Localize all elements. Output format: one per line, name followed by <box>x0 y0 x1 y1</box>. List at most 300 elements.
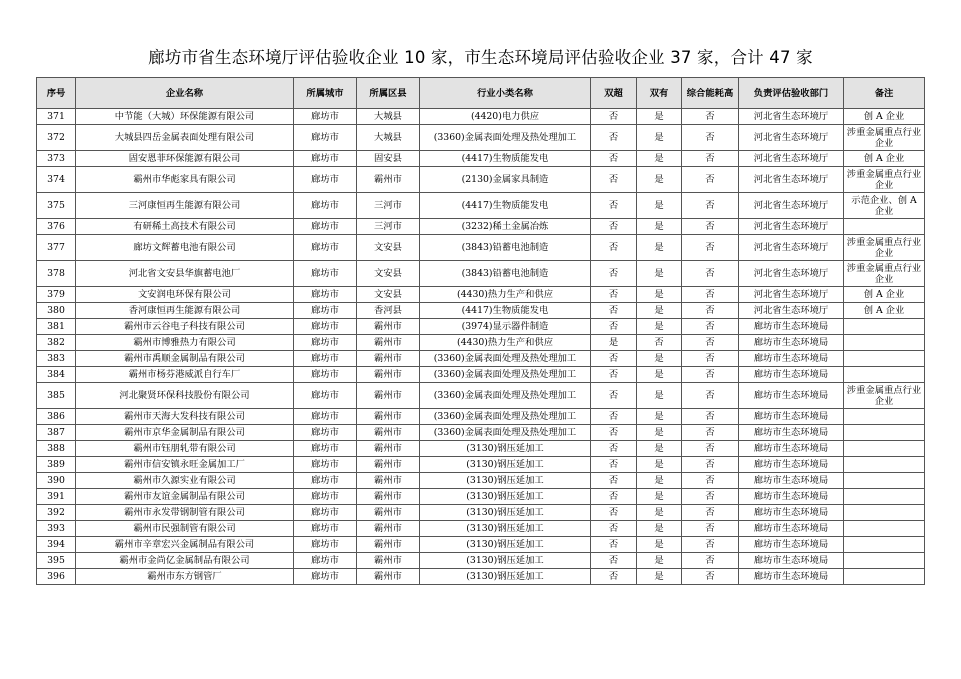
row-note <box>844 505 925 521</box>
row-no: 390 <box>37 473 76 489</box>
enterprise-table <box>36 77 925 585</box>
row-dept: 廊坊市生态环境局 <box>739 473 844 489</box>
row-note <box>844 569 925 585</box>
row-dept: 廊坊市生态环境局 <box>739 569 844 585</box>
row-industry: (3360)金属表面处理及热处理加工 <box>420 351 591 367</box>
row-shuangyou: 是 <box>637 457 682 473</box>
row-name: 霸州市天海大发科技有限公司 <box>76 409 294 425</box>
row-no: 392 <box>37 505 76 521</box>
row-dept: 河北省生态环境厅 <box>739 125 844 151</box>
row-name: 有研稀土高技术有限公司 <box>76 219 294 235</box>
row-no: 391 <box>37 489 76 505</box>
row-shuangyou: 是 <box>637 235 682 261</box>
row-industry: (3360)金属表面处理及热处理加工 <box>420 383 591 409</box>
row-industry: (4430)热力生产和供应 <box>420 287 591 303</box>
table-row <box>37 489 925 505</box>
row-no: 396 <box>37 569 76 585</box>
row-note <box>844 351 925 367</box>
row-no: 374 <box>37 167 76 193</box>
row-industry: (3843)铅蓄电池制造 <box>420 235 591 261</box>
row-note: 创 A 企业 <box>844 109 925 125</box>
row-shuangchao: 是 <box>591 335 637 351</box>
row-shuangchao: 否 <box>591 383 637 409</box>
table-row <box>37 303 925 319</box>
row-county: 霸州市 <box>357 441 420 457</box>
row-no: 394 <box>37 537 76 553</box>
row-shuangyou: 是 <box>637 151 682 167</box>
table-row <box>37 569 925 585</box>
row-county: 霸州市 <box>357 383 420 409</box>
row-name: 三河康恒再生能源有限公司 <box>76 193 294 219</box>
row-shuangyou: 是 <box>637 473 682 489</box>
row-industry: (3360)金属表面处理及热处理加工 <box>420 425 591 441</box>
row-city: 廊坊市 <box>294 489 357 505</box>
row-county: 大城县 <box>357 125 420 151</box>
table-row <box>37 409 925 425</box>
header-note: 备注 <box>844 78 925 109</box>
row-no: 381 <box>37 319 76 335</box>
row-note <box>844 219 925 235</box>
row-note <box>844 409 925 425</box>
row-no: 383 <box>37 351 76 367</box>
table-row <box>37 473 925 489</box>
row-city: 廊坊市 <box>294 473 357 489</box>
table-row <box>37 457 925 473</box>
row-county: 霸州市 <box>357 537 420 553</box>
row-note <box>844 489 925 505</box>
row-note: 创 A 企业 <box>844 151 925 167</box>
row-industry: (3130)钢压延加工 <box>420 537 591 553</box>
row-energy: 否 <box>682 335 739 351</box>
row-dept: 河北省生态环境厅 <box>739 303 844 319</box>
row-shuangyou: 是 <box>637 261 682 287</box>
row-dept: 廊坊市生态环境局 <box>739 489 844 505</box>
row-shuangyou: 是 <box>637 167 682 193</box>
row-city: 廊坊市 <box>294 303 357 319</box>
row-shuangchao: 否 <box>591 303 637 319</box>
row-note <box>844 473 925 489</box>
row-name: 霸州市钰朋轧带有限公司 <box>76 441 294 457</box>
row-name: 霸州市杨芬港威派自行车厂 <box>76 367 294 383</box>
row-name: 河北省文安县华旗蓄电池厂 <box>76 261 294 287</box>
row-city: 廊坊市 <box>294 125 357 151</box>
row-county: 霸州市 <box>357 167 420 193</box>
row-name: 霸州市久源实业有限公司 <box>76 473 294 489</box>
row-shuangyou: 是 <box>637 125 682 151</box>
row-industry: (3130)钢压延加工 <box>420 457 591 473</box>
row-no: 371 <box>37 109 76 125</box>
row-dept: 廊坊市生态环境局 <box>739 409 844 425</box>
row-note <box>844 553 925 569</box>
row-dept: 廊坊市生态环境局 <box>739 505 844 521</box>
row-note: 涉重金属重点行业企业 <box>844 383 925 409</box>
row-no: 385 <box>37 383 76 409</box>
row-county: 固安县 <box>357 151 420 167</box>
row-dept: 廊坊市生态环境局 <box>739 383 844 409</box>
row-name: 固安恩菲环保能源有限公司 <box>76 151 294 167</box>
row-city: 廊坊市 <box>294 193 357 219</box>
row-note: 涉重金属重点行业企业 <box>844 235 925 261</box>
row-industry: (4430)热力生产和供应 <box>420 335 591 351</box>
row-name: 霸州市东方钢管厂 <box>76 569 294 585</box>
row-industry: (2130)金属家具制造 <box>420 167 591 193</box>
row-county: 霸州市 <box>357 521 420 537</box>
row-energy: 否 <box>682 351 739 367</box>
row-shuangchao: 否 <box>591 235 637 261</box>
table-row <box>37 287 925 303</box>
row-name: 霸州市永发带钢制管有限公司 <box>76 505 294 521</box>
table-row <box>37 219 925 235</box>
row-industry: (3974)显示器件制造 <box>420 319 591 335</box>
row-shuangchao: 否 <box>591 441 637 457</box>
row-shuangchao: 否 <box>591 319 637 335</box>
row-city: 廊坊市 <box>294 261 357 287</box>
row-note <box>844 367 925 383</box>
row-dept: 河北省生态环境厅 <box>739 287 844 303</box>
row-energy: 否 <box>682 219 739 235</box>
row-energy: 否 <box>682 125 739 151</box>
row-shuangyou: 是 <box>637 319 682 335</box>
row-shuangchao: 否 <box>591 219 637 235</box>
row-industry: (4417)生物质能发电 <box>420 193 591 219</box>
row-shuangyou: 是 <box>637 287 682 303</box>
row-dept: 河北省生态环境厅 <box>739 235 844 261</box>
row-note: 涉重金属重点行业企业 <box>844 261 925 287</box>
row-no: 376 <box>37 219 76 235</box>
row-industry: (4420)电力供应 <box>420 109 591 125</box>
table-row <box>37 537 925 553</box>
header-dept: 负责评估验收部门 <box>739 78 844 109</box>
row-shuangchao: 否 <box>591 569 637 585</box>
row-no: 387 <box>37 425 76 441</box>
table-row <box>37 319 925 335</box>
row-dept: 廊坊市生态环境局 <box>739 521 844 537</box>
row-no: 375 <box>37 193 76 219</box>
row-shuangchao: 否 <box>591 489 637 505</box>
row-dept: 廊坊市生态环境局 <box>739 457 844 473</box>
row-note <box>844 425 925 441</box>
row-note: 涉重金属重点行业企业 <box>844 125 925 151</box>
row-county: 三河市 <box>357 193 420 219</box>
row-city: 廊坊市 <box>294 351 357 367</box>
row-dept: 廊坊市生态环境局 <box>739 553 844 569</box>
row-name: 霸州市信安镇永旺金属加工厂 <box>76 457 294 473</box>
row-name: 中节能（大城）环保能源有限公司 <box>76 109 294 125</box>
row-energy: 否 <box>682 489 739 505</box>
table-body <box>37 109 925 585</box>
row-energy: 否 <box>682 521 739 537</box>
row-city: 廊坊市 <box>294 367 357 383</box>
row-city: 廊坊市 <box>294 287 357 303</box>
row-note <box>844 537 925 553</box>
row-city: 廊坊市 <box>294 219 357 235</box>
row-industry: (4417)生物质能发电 <box>420 151 591 167</box>
table-row <box>37 151 925 167</box>
row-energy: 否 <box>682 425 739 441</box>
row-shuangchao: 否 <box>591 151 637 167</box>
table-row <box>37 383 925 409</box>
header-city: 所属城市 <box>294 78 357 109</box>
row-county: 霸州市 <box>357 553 420 569</box>
row-shuangyou: 是 <box>637 303 682 319</box>
row-dept: 河北省生态环境厅 <box>739 193 844 219</box>
row-industry: (3130)钢压延加工 <box>420 441 591 457</box>
row-shuangyou: 是 <box>637 569 682 585</box>
row-shuangchao: 否 <box>591 537 637 553</box>
row-shuangchao: 否 <box>591 521 637 537</box>
row-name: 霸州市博雅热力有限公司 <box>76 335 294 351</box>
table-row <box>37 351 925 367</box>
table-header-row <box>37 78 925 109</box>
header-shuangchao: 双超 <box>591 78 637 109</box>
row-county: 霸州市 <box>357 367 420 383</box>
row-name: 大城县四岳金属表面处理有限公司 <box>76 125 294 151</box>
row-note: 示范企业、创 A 企业 <box>844 193 925 219</box>
row-no: 384 <box>37 367 76 383</box>
row-name: 霸州市云谷电子科技有限公司 <box>76 319 294 335</box>
row-name: 霸州市华彪家具有限公司 <box>76 167 294 193</box>
row-note: 涉重金属重点行业企业 <box>844 167 925 193</box>
row-shuangchao: 否 <box>591 261 637 287</box>
row-shuangyou: 是 <box>637 219 682 235</box>
row-energy: 否 <box>682 537 739 553</box>
row-energy: 否 <box>682 235 739 261</box>
row-county: 霸州市 <box>357 335 420 351</box>
row-industry: (3130)钢压延加工 <box>420 473 591 489</box>
row-name: 霸州市民强制管有限公司 <box>76 521 294 537</box>
row-no: 382 <box>37 335 76 351</box>
row-dept: 廊坊市生态环境局 <box>739 335 844 351</box>
row-city: 廊坊市 <box>294 441 357 457</box>
header-name: 企业名称 <box>76 78 294 109</box>
table-row <box>37 261 925 287</box>
table-row <box>37 367 925 383</box>
row-dept: 河北省生态环境厅 <box>739 261 844 287</box>
table-row <box>37 553 925 569</box>
row-industry: (3360)金属表面处理及热处理加工 <box>420 125 591 151</box>
row-county: 霸州市 <box>357 473 420 489</box>
row-industry: (3360)金属表面处理及热处理加工 <box>420 409 591 425</box>
row-shuangyou: 是 <box>637 521 682 537</box>
row-energy: 否 <box>682 287 739 303</box>
row-no: 373 <box>37 151 76 167</box>
row-city: 廊坊市 <box>294 109 357 125</box>
row-energy: 否 <box>682 109 739 125</box>
row-energy: 否 <box>682 553 739 569</box>
header-industry: 行业小类名称 <box>420 78 591 109</box>
row-city: 廊坊市 <box>294 505 357 521</box>
row-name: 文安润电环保有限公司 <box>76 287 294 303</box>
row-county: 文安县 <box>357 261 420 287</box>
row-shuangchao: 否 <box>591 505 637 521</box>
row-no: 372 <box>37 125 76 151</box>
row-shuangyou: 是 <box>637 425 682 441</box>
row-energy: 否 <box>682 473 739 489</box>
row-shuangyou: 是 <box>637 109 682 125</box>
row-name: 河北聚贤环保科技股份有限公司 <box>76 383 294 409</box>
row-county: 三河市 <box>357 219 420 235</box>
row-name: 霸州市禹顺金属制品有限公司 <box>76 351 294 367</box>
row-dept: 廊坊市生态环境局 <box>739 425 844 441</box>
row-city: 廊坊市 <box>294 521 357 537</box>
row-industry: (3130)钢压延加工 <box>420 505 591 521</box>
row-name: 廊坊文辉蓄电池有限公司 <box>76 235 294 261</box>
row-note <box>844 441 925 457</box>
header-county: 所属区县 <box>357 78 420 109</box>
row-note <box>844 521 925 537</box>
row-dept: 河北省生态环境厅 <box>739 151 844 167</box>
row-name: 霸州市辛章宏兴金属制品有限公司 <box>76 537 294 553</box>
row-industry: (3130)钢压延加工 <box>420 521 591 537</box>
row-industry: (3232)稀土金属冶炼 <box>420 219 591 235</box>
row-dept: 廊坊市生态环境局 <box>739 537 844 553</box>
row-no: 379 <box>37 287 76 303</box>
row-industry: (3360)金属表面处理及热处理加工 <box>420 367 591 383</box>
row-energy: 否 <box>682 409 739 425</box>
row-no: 393 <box>37 521 76 537</box>
row-energy: 否 <box>682 441 739 457</box>
row-industry: (3843)铅蓄电池制造 <box>420 261 591 287</box>
row-shuangchao: 否 <box>591 367 637 383</box>
row-shuangyou: 是 <box>637 553 682 569</box>
row-shuangyou: 是 <box>637 505 682 521</box>
row-county: 大城县 <box>357 109 420 125</box>
row-no: 395 <box>37 553 76 569</box>
row-dept: 廊坊市生态环境局 <box>739 367 844 383</box>
row-shuangchao: 否 <box>591 425 637 441</box>
row-city: 廊坊市 <box>294 569 357 585</box>
row-energy: 否 <box>682 151 739 167</box>
row-shuangchao: 否 <box>591 109 637 125</box>
row-note: 创 A 企业 <box>844 287 925 303</box>
row-county: 香河县 <box>357 303 420 319</box>
row-no: 386 <box>37 409 76 425</box>
row-name: 霸州市京华金属制品有限公司 <box>76 425 294 441</box>
row-shuangchao: 否 <box>591 409 637 425</box>
row-shuangyou: 是 <box>637 367 682 383</box>
row-shuangchao: 否 <box>591 351 637 367</box>
row-energy: 否 <box>682 303 739 319</box>
row-shuangyou: 否 <box>637 335 682 351</box>
row-shuangchao: 否 <box>591 473 637 489</box>
row-dept: 廊坊市生态环境局 <box>739 441 844 457</box>
row-industry: (3130)钢压延加工 <box>420 489 591 505</box>
row-no: 389 <box>37 457 76 473</box>
row-dept: 河北省生态环境厅 <box>739 167 844 193</box>
row-city: 廊坊市 <box>294 151 357 167</box>
row-shuangyou: 是 <box>637 537 682 553</box>
row-city: 廊坊市 <box>294 335 357 351</box>
header-no: 序号 <box>37 78 76 109</box>
table-row <box>37 125 925 151</box>
page-title: 廊坊市省生态环境厅评估验收企业 10 家，市生态环境局评估验收企业 37 家，合计 47 家 <box>148 48 813 67</box>
row-county: 霸州市 <box>357 409 420 425</box>
row-city: 廊坊市 <box>294 425 357 441</box>
row-energy: 否 <box>682 319 739 335</box>
row-shuangyou: 是 <box>637 441 682 457</box>
table-row <box>37 193 925 219</box>
row-industry: (3130)钢压延加工 <box>420 569 591 585</box>
row-shuangchao: 否 <box>591 457 637 473</box>
table-row <box>37 109 925 125</box>
row-city: 廊坊市 <box>294 235 357 261</box>
table-row <box>37 505 925 521</box>
row-city: 廊坊市 <box>294 409 357 425</box>
row-energy: 否 <box>682 457 739 473</box>
header-energy: 综合能耗高 <box>682 78 739 109</box>
header-shuangyou: 双有 <box>637 78 682 109</box>
table-row <box>37 441 925 457</box>
row-name: 霸州市友谊金属制品有限公司 <box>76 489 294 505</box>
row-shuangyou: 是 <box>637 351 682 367</box>
row-county: 霸州市 <box>357 351 420 367</box>
row-industry: (3130)钢压延加工 <box>420 553 591 569</box>
row-energy: 否 <box>682 193 739 219</box>
row-energy: 否 <box>682 569 739 585</box>
table-row <box>37 425 925 441</box>
row-shuangyou: 是 <box>637 489 682 505</box>
row-energy: 否 <box>682 505 739 521</box>
row-industry: (4417)生物质能发电 <box>420 303 591 319</box>
row-city: 廊坊市 <box>294 319 357 335</box>
row-shuangyou: 是 <box>637 409 682 425</box>
row-county: 霸州市 <box>357 569 420 585</box>
row-dept: 廊坊市生态环境局 <box>739 319 844 335</box>
row-no: 378 <box>37 261 76 287</box>
row-shuangchao: 否 <box>591 125 637 151</box>
table-row <box>37 521 925 537</box>
row-shuangyou: 是 <box>637 383 682 409</box>
row-county: 文安县 <box>357 287 420 303</box>
row-shuangyou: 是 <box>637 193 682 219</box>
row-energy: 否 <box>682 167 739 193</box>
row-note <box>844 319 925 335</box>
row-city: 廊坊市 <box>294 457 357 473</box>
row-dept: 河北省生态环境厅 <box>739 109 844 125</box>
row-no: 388 <box>37 441 76 457</box>
table-row <box>37 335 925 351</box>
table-row <box>37 167 925 193</box>
row-dept: 廊坊市生态环境局 <box>739 351 844 367</box>
row-energy: 否 <box>682 261 739 287</box>
row-county: 霸州市 <box>357 425 420 441</box>
table-row <box>37 235 925 261</box>
row-county: 霸州市 <box>357 489 420 505</box>
row-note <box>844 457 925 473</box>
row-city: 廊坊市 <box>294 167 357 193</box>
row-energy: 否 <box>682 367 739 383</box>
row-note <box>844 335 925 351</box>
row-city: 廊坊市 <box>294 553 357 569</box>
row-dept: 河北省生态环境厅 <box>739 219 844 235</box>
row-county: 文安县 <box>357 235 420 261</box>
row-energy: 否 <box>682 383 739 409</box>
row-no: 380 <box>37 303 76 319</box>
row-county: 霸州市 <box>357 319 420 335</box>
row-shuangchao: 否 <box>591 167 637 193</box>
row-name: 香河康恒再生能源有限公司 <box>76 303 294 319</box>
row-city: 廊坊市 <box>294 383 357 409</box>
row-county: 霸州市 <box>357 505 420 521</box>
row-name: 霸州市金尚亿金属制品有限公司 <box>76 553 294 569</box>
row-note: 创 A 企业 <box>844 303 925 319</box>
row-no: 377 <box>37 235 76 261</box>
row-city: 廊坊市 <box>294 537 357 553</box>
row-county: 霸州市 <box>357 457 420 473</box>
row-shuangchao: 否 <box>591 193 637 219</box>
row-shuangchao: 否 <box>591 287 637 303</box>
row-shuangchao: 否 <box>591 553 637 569</box>
